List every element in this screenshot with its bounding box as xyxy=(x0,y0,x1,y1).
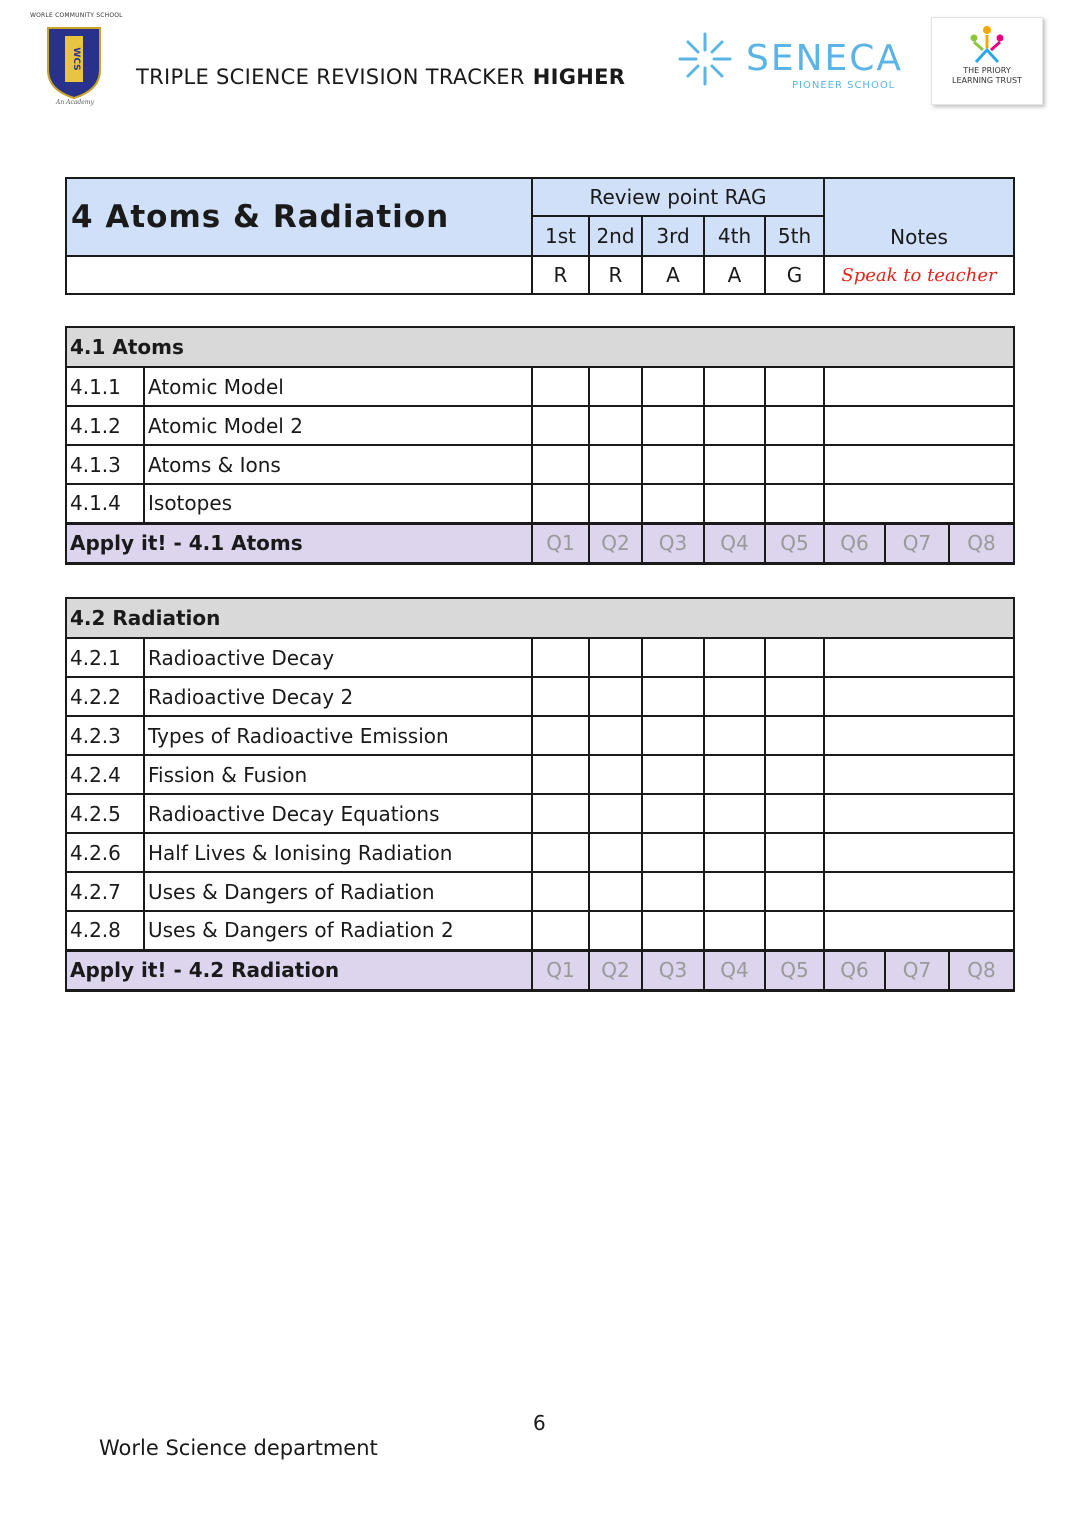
rag-cell[interactable] xyxy=(589,872,642,911)
rag-cell[interactable] xyxy=(704,367,765,406)
topic-number: 4.1.1 xyxy=(66,367,144,406)
topic-name: Uses & Dangers of Radiation 2 xyxy=(144,911,532,950)
notes-value[interactable]: Speak to teacher xyxy=(824,256,1014,294)
apply-it-row xyxy=(66,950,1014,990)
rag-cell[interactable] xyxy=(532,911,589,950)
topic-name: Atomic Model 2 xyxy=(144,406,532,445)
priory-people-icon xyxy=(966,24,1008,64)
notes-cell[interactable] xyxy=(824,367,1014,406)
rag-cell[interactable] xyxy=(589,406,642,445)
table-row xyxy=(66,911,1014,950)
question-cell-q3[interactable]: Q3 xyxy=(642,950,704,990)
notes-cell[interactable] xyxy=(824,406,1014,445)
seneca-name: SENECA xyxy=(746,38,904,79)
tier-label: HIGHER xyxy=(532,65,626,89)
question-cell-q2[interactable]: Q2 xyxy=(589,523,642,563)
notes-cell[interactable] xyxy=(824,716,1014,755)
section-heading: 4.1 Atoms xyxy=(66,327,1014,367)
rag-cell[interactable] xyxy=(704,638,765,677)
topic-number: 4.1.2 xyxy=(66,406,144,445)
topic-number: 4.2.6 xyxy=(66,833,144,872)
question-cell-q7[interactable]: Q7 xyxy=(885,523,949,563)
rag-cell[interactable] xyxy=(642,484,704,523)
rag-cell[interactable] xyxy=(589,367,642,406)
page-number: 6 xyxy=(533,1411,546,1435)
table-row xyxy=(66,484,1014,523)
crest-motto: An Academy xyxy=(56,99,94,106)
topic-name: Radioactive Decay Equations xyxy=(144,794,532,833)
rag-value-1[interactable]: R xyxy=(532,256,589,294)
rag-cell[interactable] xyxy=(589,716,642,755)
rag-cell[interactable] xyxy=(532,367,589,406)
rag-cell[interactable] xyxy=(532,445,589,484)
rag-cell[interactable] xyxy=(765,911,824,950)
rag-cell[interactable] xyxy=(765,677,824,716)
seneca-subtitle: PIONEER SCHOOL xyxy=(792,80,896,91)
review-point-header: Review point RAG xyxy=(532,178,824,216)
rag-cell[interactable] xyxy=(704,872,765,911)
notes-cell[interactable] xyxy=(824,911,1014,950)
question-cell-q4[interactable]: Q4 xyxy=(704,950,765,990)
rag-cell[interactable] xyxy=(704,755,765,794)
rag-value-5[interactable]: G xyxy=(765,256,824,294)
rag-cell[interactable] xyxy=(642,677,704,716)
topic-name: Half Lives & Ionising Radiation xyxy=(144,833,532,872)
topic-number: 4.1.3 xyxy=(66,445,144,484)
topic-number: 4.2.3 xyxy=(66,716,144,755)
rag-cell[interactable] xyxy=(765,638,824,677)
document-title-text: TRIPLE SCIENCE REVISION TRACKER xyxy=(136,65,525,89)
rag-cell[interactable] xyxy=(532,755,589,794)
rag-cell[interactable] xyxy=(642,872,704,911)
rag-cell[interactable] xyxy=(765,872,824,911)
table-row xyxy=(66,833,1014,872)
rag-cell[interactable] xyxy=(704,716,765,755)
rag-cell[interactable] xyxy=(589,794,642,833)
question-cell-q5[interactable]: Q5 xyxy=(765,950,824,990)
notes-cell[interactable] xyxy=(824,677,1014,716)
rag-cell[interactable] xyxy=(532,406,589,445)
table-row xyxy=(66,872,1014,911)
rag-cell[interactable] xyxy=(589,755,642,794)
priory-line-1: THE PRIORY xyxy=(963,66,1011,75)
rag-cell[interactable] xyxy=(642,716,704,755)
rag-cell[interactable] xyxy=(642,755,704,794)
priory-line-2: LEARNING TRUST xyxy=(952,76,1022,85)
question-cell-q6[interactable]: Q6 xyxy=(824,523,885,563)
topic-number: 4.2.8 xyxy=(66,911,144,950)
rag-cell[interactable] xyxy=(765,367,824,406)
rag-cell[interactable] xyxy=(532,638,589,677)
review-point-3: 3rd xyxy=(642,216,704,256)
notes-cell[interactable] xyxy=(824,445,1014,484)
rag-cell[interactable] xyxy=(642,406,704,445)
review-point-2: 2nd xyxy=(589,216,642,256)
unit-header-table xyxy=(65,177,1015,295)
rag-cell[interactable] xyxy=(765,833,824,872)
topic-number: 4.2.2 xyxy=(66,677,144,716)
rag-cell[interactable] xyxy=(704,911,765,950)
rag-cell[interactable] xyxy=(765,716,824,755)
section-radiation-table xyxy=(65,597,1015,992)
question-cell-q1[interactable]: Q1 xyxy=(532,523,589,563)
rag-cell[interactable] xyxy=(765,406,824,445)
topic-name: Types of Radioactive Emission xyxy=(144,716,532,755)
apply-it-row xyxy=(66,523,1014,563)
school-crest-icon xyxy=(46,24,102,100)
question-cell-q5[interactable]: Q5 xyxy=(765,523,824,563)
topic-number: 4.2.1 xyxy=(66,638,144,677)
topic-number: 4.2.5 xyxy=(66,794,144,833)
rag-cell[interactable] xyxy=(704,833,765,872)
rag-cell[interactable] xyxy=(704,484,765,523)
notes-cell[interactable] xyxy=(824,833,1014,872)
topic-number: 4.2.4 xyxy=(66,755,144,794)
topic-name: Atomic Model xyxy=(144,367,532,406)
section-atoms-table xyxy=(65,326,1015,565)
topic-number: 4.2.7 xyxy=(66,872,144,911)
section-heading: 4.2 Radiation xyxy=(66,598,1014,638)
rag-cell[interactable] xyxy=(532,484,589,523)
topic-name: Fission & Fusion xyxy=(144,755,532,794)
question-cell-q2[interactable]: Q2 xyxy=(589,950,642,990)
rag-cell[interactable] xyxy=(642,911,704,950)
rag-value-2[interactable]: R xyxy=(589,256,642,294)
rag-value-3[interactable]: A xyxy=(642,256,704,294)
table-row xyxy=(66,794,1014,833)
rag-cell[interactable] xyxy=(532,833,589,872)
table-row xyxy=(66,677,1014,716)
rag-cell[interactable] xyxy=(532,677,589,716)
rag-cell[interactable] xyxy=(765,445,824,484)
rag-cell[interactable] xyxy=(589,833,642,872)
topic-name: Isotopes xyxy=(144,484,532,523)
rag-cell[interactable] xyxy=(642,367,704,406)
table-row xyxy=(66,716,1014,755)
rag-cell[interactable] xyxy=(532,872,589,911)
notes-header: Notes xyxy=(824,178,1014,256)
question-cell-q1[interactable]: Q1 xyxy=(532,950,589,990)
rag-cell[interactable] xyxy=(532,716,589,755)
topic-name: Atoms & Ions xyxy=(144,445,532,484)
notes-cell[interactable] xyxy=(824,872,1014,911)
review-point-5: 5th xyxy=(765,216,824,256)
rag-cell[interactable] xyxy=(589,638,642,677)
rag-cell[interactable] xyxy=(704,677,765,716)
rag-value-4[interactable]: A xyxy=(704,256,765,294)
rag-cell[interactable] xyxy=(642,638,704,677)
table-row xyxy=(66,638,1014,677)
question-cell-q8[interactable]: Q8 xyxy=(949,950,1014,990)
rag-cell[interactable] xyxy=(589,677,642,716)
question-cell-q4[interactable]: Q4 xyxy=(704,523,765,563)
topic-number: 4.1.4 xyxy=(66,484,144,523)
notes-cell[interactable] xyxy=(824,755,1014,794)
rag-cell[interactable] xyxy=(589,484,642,523)
priory-trust-logo xyxy=(931,17,1043,105)
question-cell-q7[interactable]: Q7 xyxy=(885,950,949,990)
rag-cell[interactable] xyxy=(642,445,704,484)
review-point-4: 4th xyxy=(704,216,765,256)
question-cell-q3[interactable]: Q3 xyxy=(642,523,704,563)
footer-department: Worle Science department xyxy=(99,1436,378,1460)
seneca-logo-icon xyxy=(676,30,734,88)
school-name: WORLE COMMUNITY SCHOOL xyxy=(30,12,123,19)
table-row xyxy=(66,367,1014,406)
unit-title: 4 Atoms & Radiation xyxy=(66,178,532,256)
rag-cell[interactable] xyxy=(642,794,704,833)
apply-it-label: Apply it! - 4.1 Atoms xyxy=(66,523,532,563)
notes-cell[interactable] xyxy=(824,484,1014,523)
rag-cell[interactable] xyxy=(589,911,642,950)
rag-cell[interactable] xyxy=(589,445,642,484)
rag-cell[interactable] xyxy=(704,406,765,445)
priory-name xyxy=(932,66,1042,86)
apply-it-label: Apply it! - 4.2 Radiation xyxy=(66,950,532,990)
table-row xyxy=(66,445,1014,484)
document-title xyxy=(136,65,625,89)
unit-blank-cell xyxy=(66,256,532,294)
table-row xyxy=(66,755,1014,794)
rag-cell[interactable] xyxy=(704,794,765,833)
topic-name: Radioactive Decay xyxy=(144,638,532,677)
question-cell-q8[interactable]: Q8 xyxy=(949,523,1014,563)
notes-cell[interactable] xyxy=(824,794,1014,833)
rag-cell[interactable] xyxy=(642,833,704,872)
question-cell-q6[interactable]: Q6 xyxy=(824,950,885,990)
notes-cell[interactable] xyxy=(824,638,1014,677)
topic-name: Uses & Dangers of Radiation xyxy=(144,872,532,911)
crest-letters: WCS xyxy=(71,47,81,71)
rag-cell[interactable] xyxy=(532,794,589,833)
rag-cell[interactable] xyxy=(765,794,824,833)
rag-cell[interactable] xyxy=(765,755,824,794)
review-point-1: 1st xyxy=(532,216,589,256)
table-row xyxy=(66,406,1014,445)
rag-cell[interactable] xyxy=(704,445,765,484)
rag-cell[interactable] xyxy=(765,484,824,523)
topic-name: Radioactive Decay 2 xyxy=(144,677,532,716)
